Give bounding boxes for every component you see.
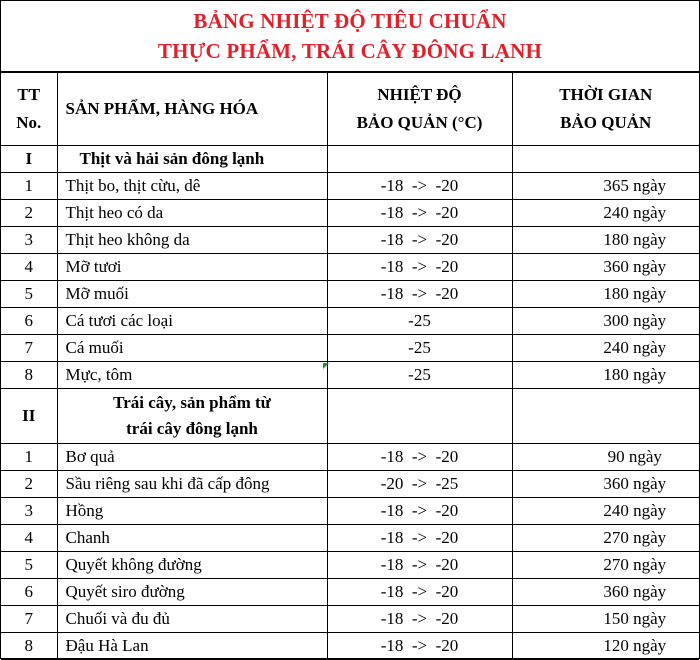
product-name: Cá muối [57,335,327,362]
row-number: 6 [1,579,57,606]
row-number: 3 [1,498,57,525]
group-name-line2: trái cây đông lạnh [126,419,258,438]
row-number: 4 [1,525,57,552]
storage-time: 180 ngày [512,281,699,308]
table-row [1,498,699,525]
title-line-2: THỰC PHẨM, TRÁI CÂY ĐÔNG LẠNH [157,39,543,63]
table-row [1,335,699,362]
storage-time: 150 ngày [512,606,699,633]
title-line-1: BẢNG NHIỆT ĐỘ TIÊU CHUẨN [193,9,507,33]
header-product: SẢN PHẨM, HÀNG HÓA [57,73,327,146]
header-temp-line2: BẢO QUẢN (°C) [356,113,483,132]
product-name: Sầu riêng sau khi đã cấp đông [57,471,327,498]
row-number: 2 [1,200,57,227]
row-number: 5 [1,552,57,579]
storage-temperature: -18 -> -20 [327,525,512,552]
cell-comment-marker [323,363,329,369]
header-tt [1,73,57,146]
table-row [1,633,699,660]
header-time-line2: BẢO QUẢN [560,113,652,132]
table-row [1,281,699,308]
header-tt-line1: TT [17,85,41,104]
product-name: Thịt heo không da [57,227,327,254]
storage-temperature: -20 -> -25 [327,471,512,498]
row-number: 7 [1,335,57,362]
product-name: Thịt bo, thịt cừu, dê [57,173,327,200]
row-number: 3 [1,227,57,254]
storage-temperature: -18 -> -20 [327,200,512,227]
storage-time: 270 ngày [512,525,699,552]
storage-temperature: -25 [327,362,512,389]
group-name [57,146,327,173]
product-name: Chuối và đu đủ [57,606,327,633]
storage-temperature: -18 -> -20 [327,633,512,660]
table-row [1,471,699,498]
storage-temperature: -18 -> -20 [327,552,512,579]
storage-time: 240 ngày [512,335,699,362]
storage-time: 120 ngày [512,633,699,660]
header-time-line1: THỜI GIAN [559,85,653,104]
header-tt-line2: No. [16,113,42,132]
group-temp-cell [327,389,512,444]
product-name: Hồng [57,498,327,525]
group-temp-cell [327,146,512,173]
storage-temperature: -18 -> -20 [327,281,512,308]
group-row [1,146,699,173]
row-number: 7 [1,606,57,633]
storage-time: 270 ngày [512,552,699,579]
storage-temperature: -18 -> -20 [327,498,512,525]
storage-temperature: -18 -> -20 [327,606,512,633]
storage-time: 240 ngày [512,498,699,525]
storage-time: 180 ngày [512,227,699,254]
product-name: Đậu Hà Lan [57,633,327,660]
table-row [1,362,699,389]
group-name-line1: Trái cây, sản phẩm từ [113,393,271,412]
table-row [1,227,699,254]
product-name: Thịt heo có da [57,200,327,227]
header-row [1,73,699,146]
row-number: 8 [1,633,57,660]
product-name: Mỡ tươi [57,254,327,281]
product-name: Mực, tôm [57,362,327,389]
table-row [1,173,699,200]
storage-time: 240 ngày [512,200,699,227]
storage-temperature: -18 -> -20 [327,444,512,471]
table-row [1,200,699,227]
storage-time: 360 ngày [512,471,699,498]
storage-time: 90 ngày [512,444,699,471]
storage-temperature: -25 [327,335,512,362]
product-name: Quyết không đường [57,552,327,579]
storage-temperature: -18 -> -20 [327,227,512,254]
table-row [1,444,699,471]
storage-time: 180 ngày [512,362,699,389]
table-row [1,308,699,335]
storage-temperature: -25 [327,308,512,335]
table-row [1,525,699,552]
row-number: 4 [1,254,57,281]
row-number: 5 [1,281,57,308]
storage-temperature: -18 -> -20 [327,579,512,606]
product-name: Chanh [57,525,327,552]
header-temperature [327,73,512,146]
storage-time: 300 ngày [512,308,699,335]
product-name: Bơ quả [57,444,327,471]
row-number: 8 [1,362,57,389]
table-row [1,552,699,579]
header-time [512,73,699,146]
storage-time: 365 ngày [512,173,699,200]
product-name: Quyết siro đường [57,579,327,606]
product-name: Cá tươi các loại [57,308,327,335]
product-name: Mỡ muối [57,281,327,308]
table-row [1,579,699,606]
row-number: 1 [1,444,57,471]
storage-time: 360 ngày [512,254,699,281]
group-time-cell [512,146,699,173]
table-title [1,1,699,72]
group-number: II [1,389,57,444]
table-row [1,606,699,633]
group-row [1,389,699,444]
group-name-line1: Thịt và hải sản đông lạnh [79,149,265,168]
table-body [1,146,699,660]
table-row [1,254,699,281]
row-number: 2 [1,471,57,498]
group-number: I [1,146,57,173]
storage-temperature: -18 -> -20 [327,254,512,281]
header-temp-line1: NHIỆT ĐỘ [377,85,462,104]
row-number: 6 [1,308,57,335]
storage-time: 360 ngày [512,579,699,606]
row-number: 1 [1,173,57,200]
group-time-cell [512,389,699,444]
storage-table [1,72,699,660]
storage-temperature: -18 -> -20 [327,173,512,200]
group-name [57,389,327,444]
